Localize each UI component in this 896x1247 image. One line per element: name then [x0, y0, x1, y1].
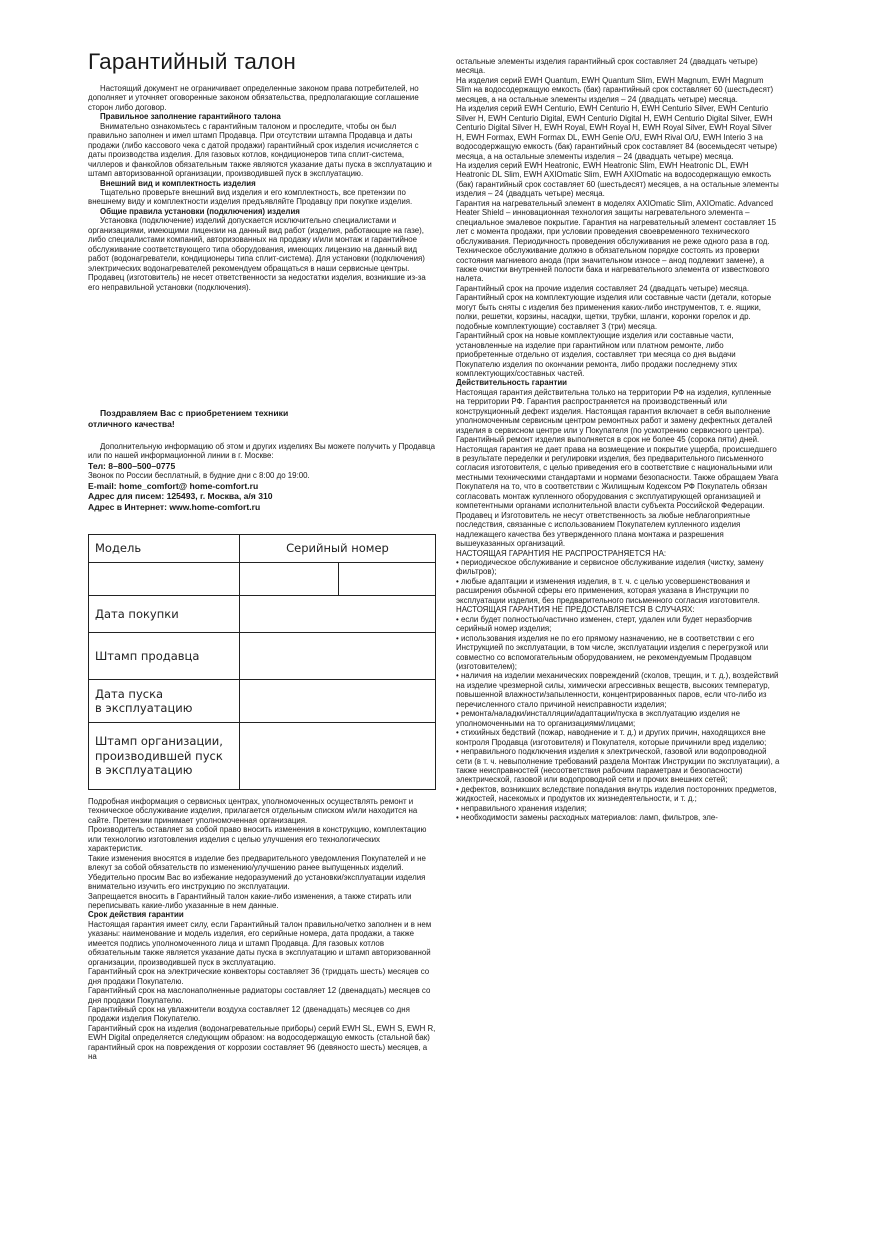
org-stamp-label: [89, 723, 240, 790]
contacts-block: [88, 442, 436, 512]
email-text: E-mail: home_comfort@ home-comfort.ru: [88, 480, 259, 491]
not-provided-heading: НАСТОЯЩАЯ ГАРАНТИЯ НЕ ПРЕДОСТАВЛЯЕТСЯ В СЛУЧАЯХ:: [456, 605, 695, 615]
launch-date-label-1: Дата пуска: [95, 686, 164, 701]
model-cell[interactable]: [89, 563, 240, 596]
page-title: Гарантийный талон: [88, 49, 297, 74]
appearance-text: Тщательно проверьте внешний вид изделия и его комплектность, все претензии по внешнему виду и комплектности изделия предъявляйте Продавцу при покупке изделия.: [88, 187, 413, 207]
changes-note: Такие изменения вносятся в изделие без предварительного уведомления Покупателей и не влекут за собой обязательств по изменению/улучшению ранее выпущенных изделий.: [88, 853, 426, 873]
org-stamp-cell[interactable]: [240, 723, 436, 790]
fill-text: Внимательно ознакомьтесь с гарантийным талоном и проследите, чтобы он был правильно заполнен и имел штамп Продавца. При отсутствии штампа Продавца и даты продажи (либо кассового чека с датой продажи) гарантийный срок изделия исчисляется с даты производства изделия. Для газовых котлов, кондиционеров типа сплит-система, чиллеров и фанкойлов обязательным также являются указание даты пуска в эксплуатацию и штамп авторизованной организации, производившей пуск в эксплуатацию.: [88, 121, 432, 179]
web-text: Адрес в Интернет: www.home-comfort.ru: [88, 501, 261, 512]
postal-text: Адрес для писем: 125493, г. Москва, а/я 310: [88, 491, 273, 502]
install-heading: Общие правила установки (подключения) изделия: [100, 206, 300, 216]
launch-date-label-2: в эксплуатацию: [95, 701, 193, 715]
not-provided-item: • наличия на изделии механических повреждений (сколов, трещин, и т. д.), воздействий на изделие чрезмерной силы, химически агрессивных веществ, высоких температур, повышенной влажности/запыленности, концентрированных паров, если что-либо из перечисленного стало причиной неисправности изделия;: [456, 671, 779, 709]
validity-heading: Действительность гарантии: [456, 378, 568, 388]
not-covers-item: • любые адаптации и изменения изделия, в т. ч. с целью усовершенствования и расширения обычной сферы его применения, которая указана в Инструкции по эксплуатации изделия, без предварительного письменного согласия изготовителя.: [456, 576, 760, 605]
org-stamp-label-2: производившей пуск: [95, 748, 223, 763]
term-humidifiers: Гарантийный срок на увлажнители воздуха составляет 12 (двенадцать) месяцев со дня продажи изделия Покупателю.: [88, 1004, 410, 1024]
manufacturer-right: Производитель оставляет за собой право вносить изменения в конструкцию, комплектацию или технологию изготовления изделия с целью улучшения его технологических характеристик.: [88, 825, 427, 854]
congrats-text: Поздравляем Вас с приобретением техники отличного качества!: [88, 408, 289, 429]
fill-heading: Правильное заполнение гарантийного талона: [100, 112, 281, 122]
not-provided-item: • использования изделия не по его прямому назначению, не в соответствии с его Инструкцией по эксплуатации, в том числе, эксплуатации изделия с перегрузкой или совместно со вспомогательным оборудованием, не рекомендуемым Продавцом (изготовителем);: [456, 633, 769, 671]
other-text: Гарантийный срок на прочие изделия составляет 24 (двадцать четыре) месяца.: [456, 283, 750, 293]
quantum-text: На изделия серий EWH Quantum, EWH Quantum Slim, EWH Magnum, EWH Magnum Slim на водосодержащую емкость (бак) гарантийный срок составляет 60 (шестьдесят) месяцев, а на остальные элементы изделия – 24 (двадцать четыре) месяца.: [456, 75, 774, 104]
serial-header: Серийный номер: [240, 535, 436, 563]
request-text: Убедительно просим Вас во избежание недоразумений до установки/эксплуатации изделия внимательно изучить его инструкцию по эксплуатации.: [88, 872, 426, 892]
launch-date-label: [89, 680, 240, 723]
term-heading: Срок действия гарантии: [88, 910, 184, 920]
phone-text: Тел: 8–800–500–0775: [88, 460, 176, 471]
congrats-block: [88, 408, 328, 429]
model-header: Модель: [89, 535, 240, 563]
warranty-table: [88, 534, 436, 790]
term-radiators: Гарантийный срок на маслонаполненные радиаторы составляет 12 (двенадцать) месяцев со дня продажи Покупателю.: [88, 986, 431, 1005]
install-text: Установка (подключение) изделий допускается исключительно специалистами и организациями, имеющими лицензии на данный вид работ (изделия, работающие на газе), либо специалистами компаний, авторизованных на продажу и/или монтаж и гарантийное обслуживание соответствующего типа оборудования, имеющих лицензию на данный вид работ (водонагреватели, кондиционеры типа сплит-система). Для установки (подключения) электрических водонагревателей рекомендуем обращаться в наши сервисные центры. Продавец (изготовитель) не несет ответственности за недостатки изделия, возникшие из-за его неправильной установки (подключения).: [88, 216, 426, 292]
purchase-date-label: Дата покупки: [89, 596, 240, 633]
centurio-text: На изделия серий EWH Centurio, EWH Centurio H, EWH Centurio Silver, EWH Centurio Silver H, EWH Centurio Digital, EWH Centurio Digital H, EWH Centurio Digital Silver, EWH Centurio Digital Silver H, EWH Royal, EWH Royal H, EWH Royal Silver, EWH Royal Silver H, EWH Formax, EWH Formax DL, EWH Genie O/U, EWH Rival O/U, EWH Interio 3 на водосодержащую емкость (бак) гарантийный срок составляет 84 (восемьдесят четыре) месяца, а на остальные элементы изделия – 24 (двадцать четыре) месяца.: [456, 104, 778, 161]
org-stamp-label-3: в эксплуатацию: [95, 763, 193, 778]
cont-text: остальные элементы изделия гарантийный срок составляет 24 (двадцать четыре) месяца.: [456, 57, 758, 76]
service-info: Подробная информация о сервисных центрах, уполномоченных осуществлять ремонт и техническое обслуживание изделия, прилагается отдельным списком и/или находится на сайте. Претензии принимает уполномоченная организация.: [88, 797, 418, 825]
right-block: [456, 57, 780, 823]
term-text: Настоящая гарантия имеет силу, если Гарантийный талон правильно/четко заполнен и в нем указаны: наименование и модель изделия, его серийные номера, дата продажи, а также имеется подпись уполномоченного лица и штамп Продавца. Для газовых котлов обязательным также является указание даты пуска в эксплуатацию и штамп авторизованной организации, производившей пуск в эксплуатацию.: [88, 919, 432, 967]
service-block: [88, 797, 436, 1062]
seller-stamp-label: Штамп продавца: [89, 633, 240, 680]
not-provided-item: • необходимости замены расходных материалов: ламп, фильтров, эле-: [456, 813, 718, 823]
phone-note: Звонок по России бесплатный, в будние дни с 8:00 до 19:00.: [88, 471, 310, 481]
not-provided-item: • неправильного хранения изделия;: [456, 803, 587, 813]
heatronic-text: На изделия серий EWH Heatronic, EWH Heatronic Slim, EWH Heatronic DL, EWH Heatronic DL Slim, EWH AXIOmatic Slim, EWH AXIOmatic на водосодержащую емкость (бак) гарантийный срок составляет 60 (шестьдесят) месяцев, а на остальные элементы изделия – 24 (двадцать четыре) месяца.: [456, 160, 779, 199]
intro-text: Настоящий документ не ограничивает определенные законом права потребителей, но дополняет и уточняет оговоренные законом обязательства, предполагающие соглашение сторон либо договор.: [88, 84, 419, 112]
seller-stamp-cell[interactable]: [240, 633, 436, 680]
purchase-date-cell[interactable]: [240, 596, 436, 633]
element-text: Гарантия на нагревательный элемент в моделях AXIOmatic Slim, AXIOmatic. Advanced Heater Shield – инновационная технология защиты нагревательного элемента – специальное эмалевое покрытие. Гарантия на нагревательный элемент составляет 15 лет с момента продажи, при условии проведения своевременного технического обслуживания. Периодичность проведения обслуживания не реже одного раза в год. Техническое обслуживание должно в обязательном порядке состоять из проверки состояния магниевого анода (при значительном износе – анод подлежит замене), а также очистки внутренней полости бака и нагревательного элемента от известкового налета.: [456, 198, 777, 284]
serial-cell-1[interactable]: [240, 563, 339, 596]
validity-text: Настоящая гарантия действительна только на территории РФ на изделия, купленные на территории РФ. Гарантия распространяется на производственный или конструкционный дефект изделия. Настоящая гарантия включает в себя выполнение уполномоченным сервисным центром ремонтных работ и замену дефектных деталей изделия в сервисном центре или у Покупателя (по усмотрению сервисного центра). Гарантийный ремонт изделия выполняется в срок не более 45 (сорока пяти) дней. Настоящая гарантия не дает права на возмещение и покрытие ущерба, происшедшего в результате переделки и регулировки изделия, без предварительного письменного согласия изготовителя, с целью приведения его в соответствие с национальными или местными техническими стандартами и нормами безопасности. Также обращаем Увага Покупателя на то, что в соответствии с Жилищным Кодексом РФ Покупатель обязан согласовать монтаж купленного оборудования с эксплуатирующей организацией и компетентными органами исполнительной власти субъекта Российской Федерации. Продавец и Изготовитель не несут ответственность за любые неблагоприятные последствия, связанные с использованием Покупателем купленного изделия надлежащего качества без утвержденного плана монтажа и разрешения вышеуказанных организаций.: [456, 387, 779, 549]
org-stamp-label-1: Штамп организации,: [95, 734, 223, 749]
term-heaters: Гарантийный срок на изделия (водонагревательные приборы) серий EWH SL, EWH S, EWH R, EWH Digital определяется следующим образом: на водосодержащую емкость (стальной бак) гарантийный срок на повреждения от коррозии составляет 96 (девяносто шесть) месяцев, а на: [88, 1023, 436, 1062]
not-provided-item: • дефектов, возникших вследствие попадания внутрь изделия посторонних предметов, жидкостей, насекомых и продуктов их жизнедеятельности, и т. д.;: [456, 784, 777, 804]
accessories-text: Гарантийный срок на комплектующие изделия или составные части (детали, которые могут быть сняты с изделия без применения каких-либо инструментов, т. е. ящики, полки, решетки, корзины, насадки, щетки, трубки, шланги, коронки горелок и др. подобные комплектующие) составляет 3 (три) месяца.: [456, 293, 772, 331]
not-covers-heading: НАСТОЯЩАЯ ГАРАНТИЯ НЕ РАСПРОСТРАНЯЕТСЯ НА:: [456, 548, 667, 558]
not-provided-item: • ремонта/наладки/инсталляции/адаптации/пуска в эксплуатацию изделия не уполномоченными на то организациями/лицами;: [456, 709, 741, 728]
forbidden-text: Запрещается вносить в Гарантийный талон какие-либо изменения, а также стирать или переписывать какие-либо указанные в нем данные.: [88, 891, 412, 910]
more-info-text: Дополнительную информацию об этом и других изделиях Вы можете получить у Продавца или по нашей информационной линии в г. Москве:: [88, 442, 436, 461]
appearance-heading: Внешний вид и комплектность изделия: [100, 178, 256, 188]
not-provided-item: • неправильного подключения изделия к электрической, газовой или водопроводной сети (в т. ч. невыполнение требований раздела Монтаж Инструкции по эксплуатации), а также неисправностей (несоответствия рабочим параметрам и безопасности) электрической, газовой или водопроводной сети и прочих внешних сетей;: [456, 747, 780, 785]
not-provided-item: • стихийных бедствий (пожар, наводнение и т. д.) и других причин, находящихся вне контроля Продавца (изготовителя) и Покупателя, которые причинили вред изделию;: [456, 728, 767, 747]
launch-date-cell[interactable]: [240, 680, 436, 723]
not-covers-item: • периодическое обслуживание и сервисное обслуживание изделия (чистку, замену фильтров);: [456, 558, 764, 577]
term-convectors: Гарантийный срок на электрические конвекторы составляет 36 (тридцать шесть) месяцев со дня продажи Покупателю.: [88, 967, 430, 986]
new-parts-text: Гарантийный срок на новые комплектующие изделия или составные части, установленные на изделие при гарантийном или платном ремонте, либо приобретенные отдельно от изделия, составляет три месяца со дня выдачи Покупателю изделия по окончании ремонта, либо продажи последнему этих комплектующих/составных частей.: [456, 331, 738, 378]
serial-cell-2[interactable]: [339, 563, 436, 596]
not-provided-item: • если будет полностью/частично изменен, стерт, удален или будет неразборчив серийный номер изделия;: [456, 614, 752, 634]
intro-block: [88, 84, 436, 292]
